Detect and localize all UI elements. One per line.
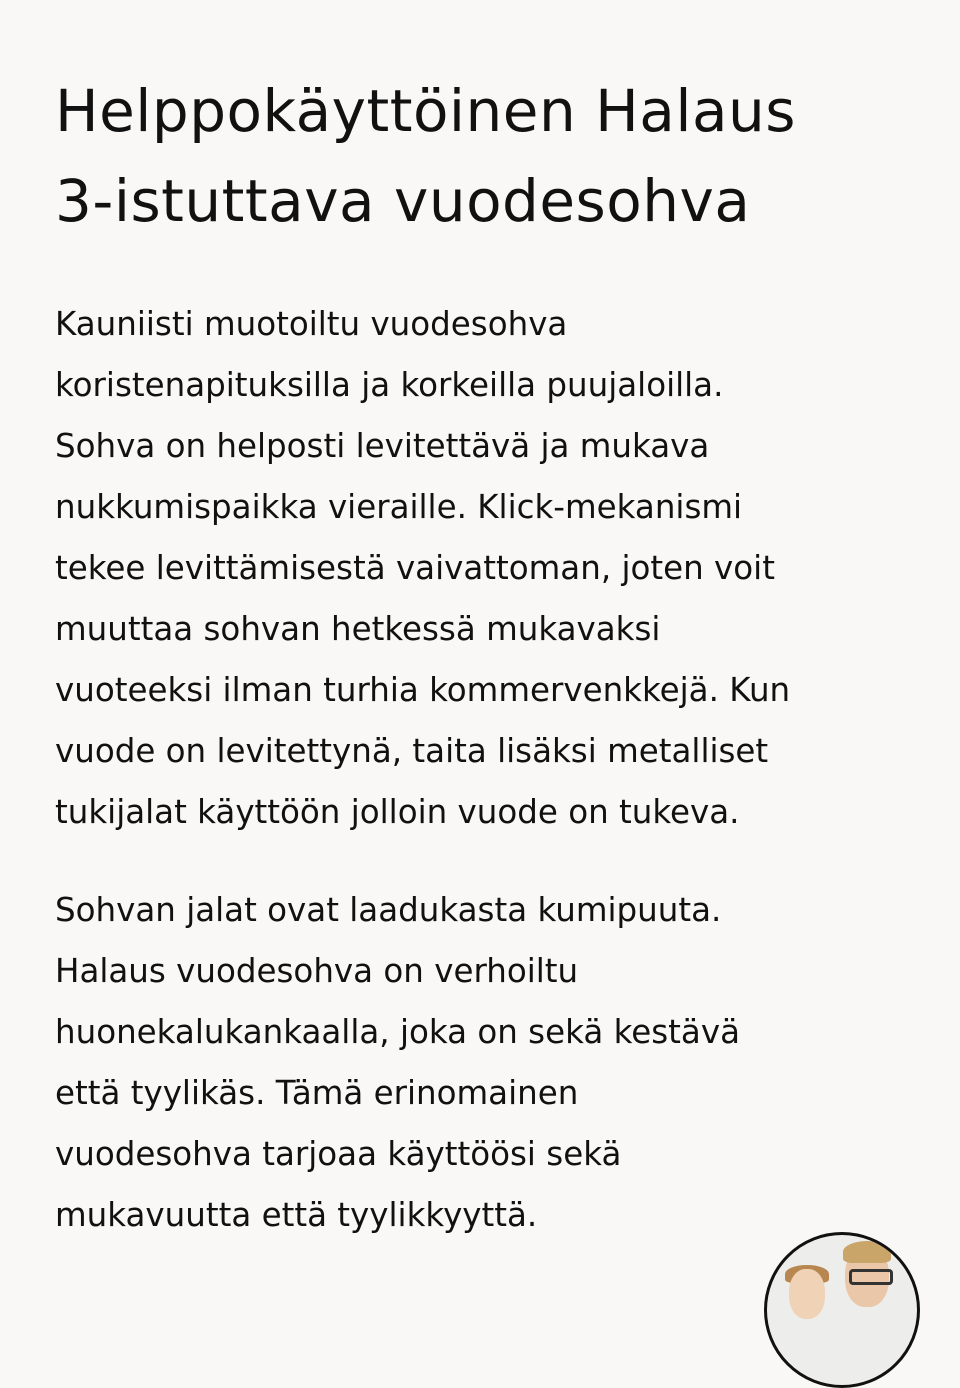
text-line: vuode on levitettynä, taita lisäksi metalliset <box>55 732 769 770</box>
text-line: vuodesohva tarjoaa käyttöösi sekä <box>55 1135 622 1173</box>
title-line: 3-istuttava vuodesohva <box>55 167 751 235</box>
text-line: koristenapituksilla ja korkeilla puujaloilla. <box>55 366 724 404</box>
description-paragraph-2 <box>55 880 740 1246</box>
text-line: tekee levittämisestä vaivattoman, joten voit <box>55 549 775 587</box>
text-line: huonekalukankaalla, joka on sekä kestävä <box>55 1013 740 1051</box>
text-line: Sohvan jalat ovat laadukasta kumipuuta. <box>55 891 722 929</box>
text-line: nukkumispaikka vieraille. Klick-mekanismi <box>55 488 743 526</box>
customer-service-chat-avatar[interactable] <box>764 1232 920 1388</box>
text-line: muuttaa sohvan hetkessä mukavaksi <box>55 610 661 648</box>
avatar-person-hair <box>843 1241 891 1263</box>
description-paragraph-1 <box>55 294 790 843</box>
text-line: tukijalat käyttöön jolloin vuode on tukeva. <box>55 793 740 831</box>
text-line: Sohva on helposti levitettävä ja mukava <box>55 427 710 465</box>
text-line: että tyylikäs. Tämä erinomainen <box>55 1074 579 1112</box>
avatar-person-face <box>789 1269 825 1319</box>
text-line: Halaus vuodesohva on verhoiltu <box>55 952 579 990</box>
text-line: Kauniisti muotoiltu vuodesohva <box>55 305 568 343</box>
product-title <box>55 66 796 246</box>
text-line: mukavuutta että tyylikkyyttä. <box>55 1196 538 1234</box>
title-line: Helppokäyttöinen Halaus <box>55 77 796 145</box>
text-line: vuoteeksi ilman turhia kommervenkkejä. Kun <box>55 671 791 709</box>
